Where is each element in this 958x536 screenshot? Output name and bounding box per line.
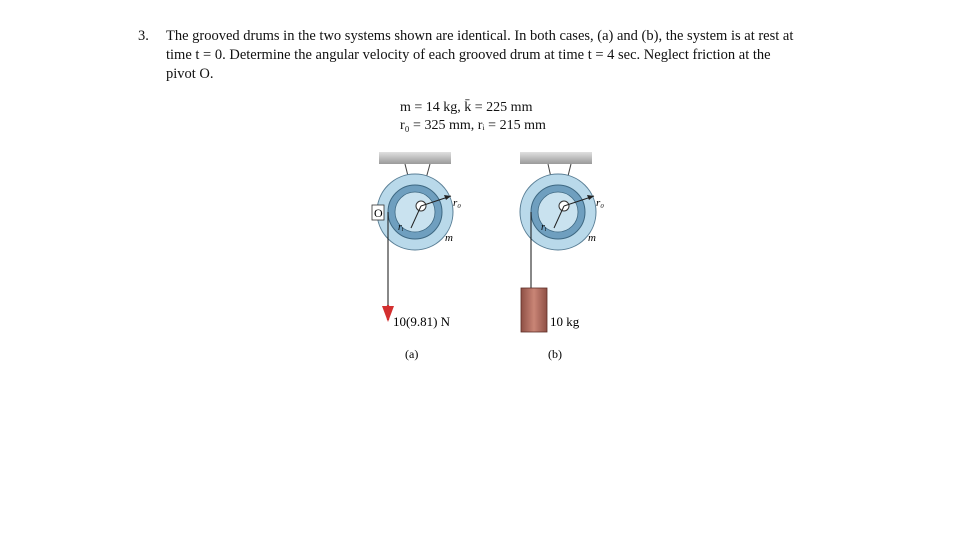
mass-label-a: m: [445, 232, 453, 244]
ceiling-support-b: [520, 152, 592, 164]
given-mass-gyration: m = 14 kg, k̄ = 225 mm: [400, 100, 533, 115]
system-a: [372, 152, 461, 361]
system-b: [520, 152, 604, 361]
caption-a: (a): [405, 347, 419, 361]
ceiling-support-a: [379, 152, 451, 164]
mass-label-b: m: [588, 232, 596, 244]
caption-b: (b): [548, 347, 562, 361]
problem-line-3: pivot O.: [166, 66, 214, 82]
pivot-label: O: [374, 206, 383, 220]
problem-number: 3.: [138, 28, 149, 44]
inner-radius-label-a: rᵢ: [398, 222, 404, 233]
inner-radius-label-b: rᵢ: [541, 222, 547, 233]
hanging-block: [521, 288, 547, 332]
given-radii: r₀ = 325 mm, rᵢ = 215 mm: [400, 118, 546, 133]
outer-radius-label-a: r₀: [453, 197, 462, 209]
problem-line-2: time t = 0. Determine the angular velocity of each grooved drum at time t = 4 sec. Neglect friction at the: [166, 47, 771, 63]
force-label: 10(9.81) N: [393, 314, 451, 329]
block-label: 10 kg: [550, 314, 580, 329]
outer-radius-label-b: r₀: [596, 197, 605, 209]
problem-line-1: The grooved drums in the two systems shown are identical. In both cases, (a) and (b), the system is at rest at: [166, 28, 794, 44]
